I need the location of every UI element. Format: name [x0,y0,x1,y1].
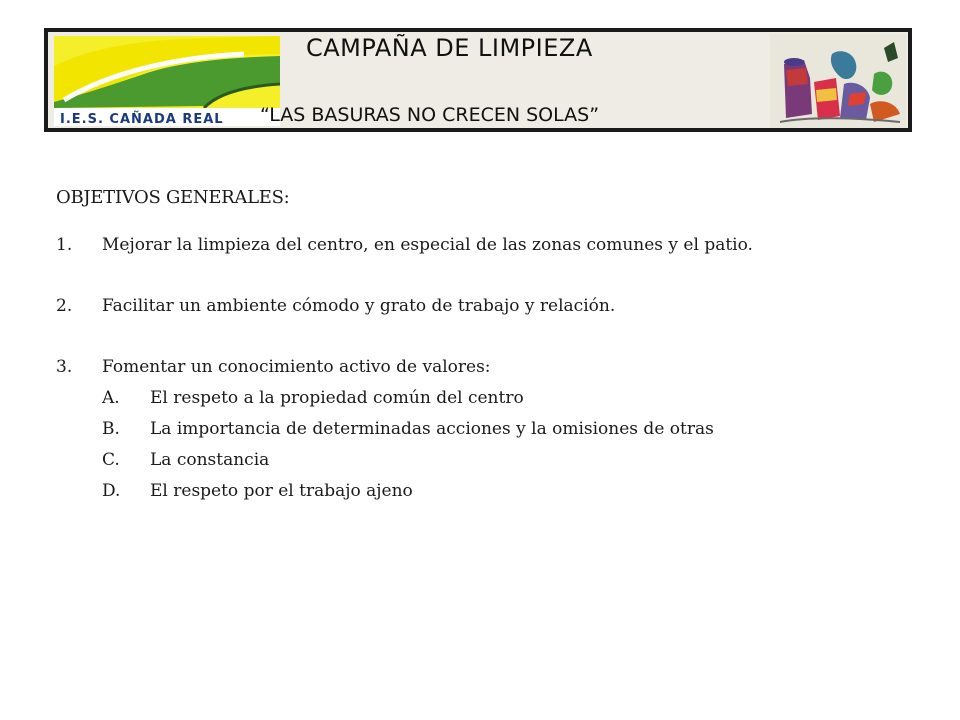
objectives-heading: OBJETIVOS GENERALES: [56,187,290,208]
header-banner [44,28,912,132]
subitem-letter: C. [102,450,120,470]
logo-text: I.E.S. CAÑADA REAL [60,112,224,126]
objective-number: 2. [56,296,73,316]
subitem-text: El respeto a la propiedad común del centro [150,388,524,408]
objective-text: Facilitar un ambiente cómodo y grato de trabajo y relación. [102,296,616,316]
subitem-text: La constancia [150,450,270,470]
value-subitem [102,414,916,445]
banner-subtitle: “LAS BASURAS NO CRECEN SOLAS” [260,104,600,126]
banner-title: CAMPAÑA DE LIMPIEZA [306,34,593,62]
objective-item [56,352,916,507]
objectives-content [56,182,916,507]
subitem-letter: D. [102,481,121,501]
value-subitem [102,476,916,507]
objective-item [56,291,916,322]
subitem-letter: A. [102,388,120,408]
objective-text: Mejorar la limpieza del centro, en especial de las zonas comunes y el patio. [102,235,753,255]
objective-number: 3. [56,357,73,377]
trash-illustration [770,34,906,128]
objective-text: Fomentar un conocimiento activo de valores: [102,357,491,377]
school-logo [54,36,280,126]
subitem-letter: B. [102,419,120,439]
value-subitem [102,445,916,476]
objective-number: 1. [56,235,73,255]
objective-item [56,230,916,261]
subitem-text: La importancia de determinadas acciones y la omisiones de otras [150,419,714,439]
subitem-text: El respeto por el trabajo ajeno [150,481,413,501]
value-subitem [102,383,916,414]
